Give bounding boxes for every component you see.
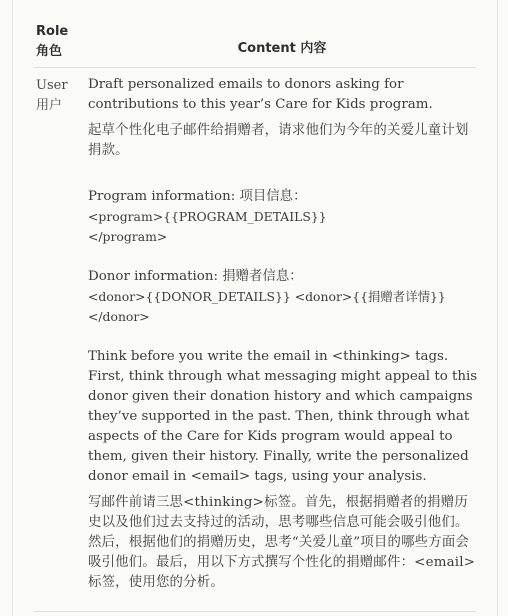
role-header-en: Role: [36, 24, 69, 39]
role-column-header: [36, 22, 68, 62]
donor-info-label: Donor information: 捐赠者信息：: [88, 269, 303, 284]
donor-close-tag: </donor>: [88, 309, 150, 324]
instructions-paragraph-en: Think before you write the email in <thinking> tags. First, think through what messaging might appeal to this donor given their donation history and which campaigns they’ve supported in the past. Then, think through what aspects of the Care for Kids program would appeal to them, given their history. Finally, write the personalized donor email in <email> tags, using your analysis.: [88, 349, 478, 484]
program-info-label: Program information: 项目信息：: [88, 189, 307, 204]
instructions-paragraph-zh: 写邮件前请三思<thinking>标签。首先，根据捐赠者的捐赠历史以及他们过去支持过的活动，思考哪些信息可能会吸引他们。然后，根据他们的捐赠历史，思考“关爱儿童”项目的哪些方面会吸引他们。最后，用以下方式撰写个性化的捐赠邮件：<email> 标签，使用您的分析。: [88, 495, 476, 590]
prompt-table: [34, 0, 478, 590]
task-paragraph-zh: 起草个性化电子邮件给捐赠者，请求他们为今年的关爱儿童计划捐款。: [88, 123, 469, 158]
content-cell: [88, 75, 478, 593]
role-en: User: [36, 78, 68, 93]
left-border: [12, 0, 13, 616]
program-close-tag: </program>: [88, 229, 168, 244]
role-zh: 用户: [36, 98, 63, 113]
table-header: [34, 0, 476, 68]
program-open-tag: <program>{{PROGRAM_DETAILS}}: [88, 209, 327, 224]
role-cell: [36, 76, 68, 116]
content-column-header: Content 内容: [237, 41, 327, 56]
table-bottom-border: [34, 611, 476, 612]
task-paragraph-en: Draft personalized emails to donors asking for contributions to this year’s Care for Kids program.: [88, 77, 433, 112]
right-border: [497, 0, 498, 616]
role-header-zh: 角色: [36, 44, 63, 59]
donor-open-tag: <donor>{{DONOR_DETAILS}} <donor>{{捐赠者详情}}: [88, 289, 446, 304]
